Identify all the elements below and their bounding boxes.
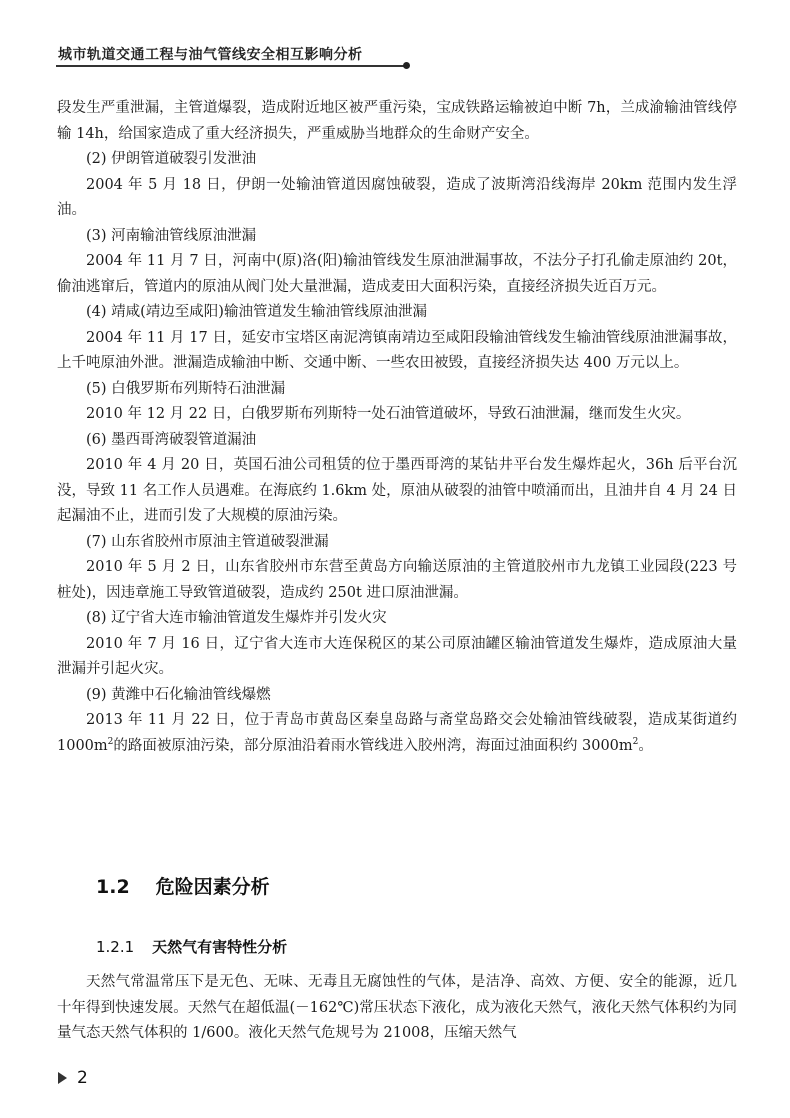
- incident-text: 2010 年 4 月 20 日，英国石油公司租赁的位于墨西哥湾的某钻井平台发生爆炸起火，36h 后平台沉没，导致 11 名工作人员遇难。在海底约 1.6km 处，原油从破裂的油管中喷涌而出，且油井自 4 月 24 日起漏油不止，进而引发了大规模的原油污染。: [57, 457, 737, 524]
- running-head: 城市轨道交通工程与油气管线安全相互影响分析: [58, 47, 363, 63]
- subsection-title: 天然气有害特性分析: [152, 938, 288, 956]
- incident-text: 2004 年 5 月 18 日，伊朗一处输油管道因腐蚀破裂，造成了波斯湾沿线海岸 20km 范围内发生浮油。: [57, 176, 737, 218]
- page-footer: [58, 1068, 88, 1088]
- section-heading: [96, 872, 270, 899]
- incident-title: (7) 山东省胶州市原油主管道破裂泄漏: [86, 533, 329, 550]
- incident-text: [57, 708, 737, 759]
- incident-title: (2) 伊朗管道破裂引发泄油: [86, 151, 257, 167]
- page-number: 2: [77, 1068, 88, 1088]
- incident-text: 2010 年 7 月 16 日，辽宁省大连市大连保税区的某公司原油罐区输油管道发生爆炸，造成原油大量泄漏并引起火灾。: [57, 635, 737, 677]
- subsection-heading: [96, 936, 287, 957]
- incident-text: 2004 年 11 月 7 日，河南中(原)洛(阳)输油管线发生原油泄漏事故，不法分子打孔偷走原油约 20t，偷油逃窜后，管道内的原油从阀门处大量泄漏，造成麦田大面积污染，直接经济损失近百万元。: [57, 253, 737, 295]
- incident-title: (8) 辽宁省大连市输油管道发生爆炸并引发火灾: [86, 610, 387, 626]
- body-text: [57, 96, 737, 759]
- incident9-text-a: 2013 年 11 月 22 日，位于青岛市黄岛区秦皇岛路与斋堂岛路交会处输油管线破裂，造成某街道约 1000m: [57, 712, 737, 754]
- section-title: 危险因素分析: [155, 876, 270, 898]
- gas-section-text: [57, 970, 737, 1047]
- section-number: 1.2: [96, 876, 130, 898]
- incident-text: 2010 年 12 月 22 日，白俄罗斯布列斯特一处石油管道破坏，导致石油泄漏，继而发生火灾。: [86, 406, 691, 422]
- header-dot: [403, 62, 410, 69]
- incident9-text-b: 的路面被原油污染，部分原油沿着雨水管线进入胶州湾，海面过油面积约 3000m: [113, 737, 633, 754]
- incident-title: (9) 黄潍中石化输油管线爆燃: [86, 686, 271, 703]
- incident-text: 2004 年 11 月 17 日，延安市宝塔区南泥湾镇南靖边至咸阳段输油管线发生输油管线原油泄漏事故，上千吨原油外泄。泄漏造成输油中断、交通中断、一些农田被毁，直接经济损失达 400 万元以上。: [57, 329, 737, 371]
- subsection-number: 1.2.1: [96, 938, 135, 956]
- superscript: 2: [632, 736, 639, 747]
- incident9-text-c: 。: [638, 737, 653, 754]
- incident-title: (6) 墨西哥湾破裂管道漏油: [86, 431, 257, 448]
- intro-paragraph: 段发生严重泄漏，主管道爆裂，造成附近地区被严重污染，宝成铁路运输被迫中断 7h，兰成渝输油管线停输 14h，给国家造成了重大经济损失，严重威胁当地群众的生命财产安全。: [57, 100, 737, 142]
- header-rule: [56, 65, 406, 67]
- incident-text: 2010 年 5 月 2 日，山东省胶州市东营至黄岛方向输送原油的主管道胶州市九龙镇工业园段(223 号桩处)，因违章施工导致管道破裂，造成约 250t 进口原油泄漏。: [57, 559, 737, 601]
- superscript: 2: [107, 736, 114, 747]
- incident-title: (3) 河南输油管线原油泄漏: [86, 227, 257, 244]
- incident-title: (4) 靖咸(靖边至咸阳)输油管道发生输油管线原油泄漏: [86, 304, 427, 320]
- triangle-marker-icon: [58, 1072, 67, 1084]
- incident-title: (5) 白俄罗斯布列斯特石油泄漏: [86, 380, 286, 397]
- gas-paragraph: 天然气常温常压下是无色、无味、无毒且无腐蚀性的气体，是洁净、高效、方便、安全的能源，近几十年得到快速发展。天然气在超低温(－162℃)常压状态下液化，成为液化天然气，液化天然气体积约为同量气态天然气体积的 1/600。液化天然气危规号为 21008，压缩天然气: [57, 974, 737, 1041]
